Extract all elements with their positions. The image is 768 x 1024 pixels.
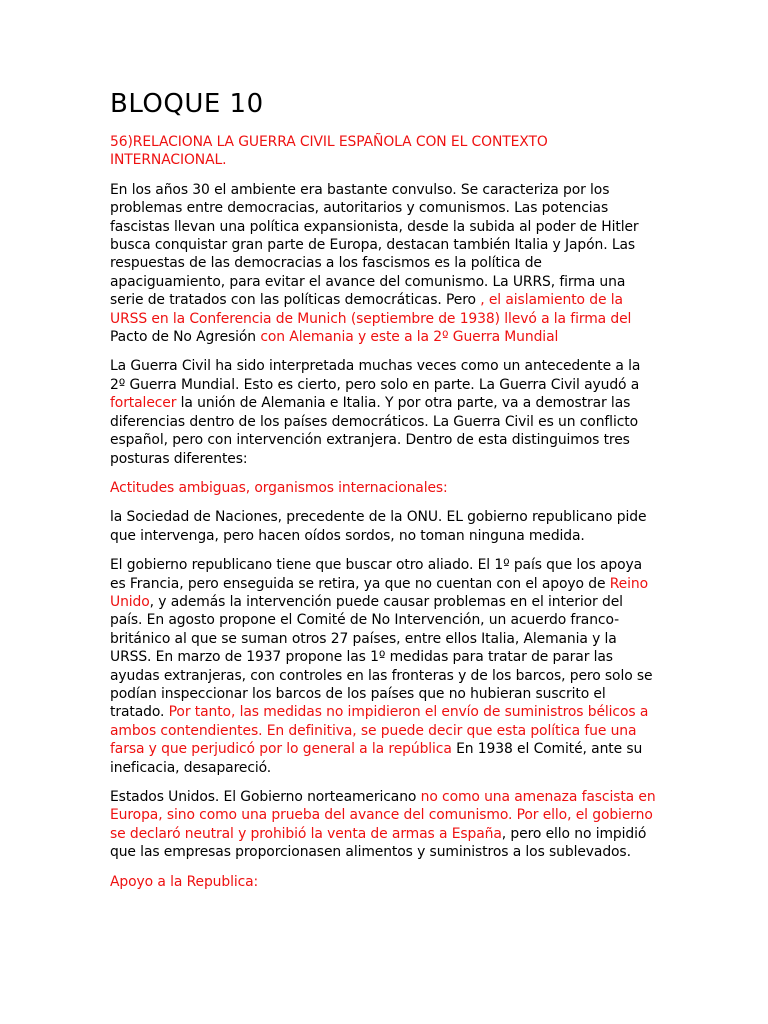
- paragraph-text: El gobierno republicano tiene que buscar otro aliado. El 1º país que los apoya es Francia, pero enseguida se retira, ya que no cuentan con el apoyo de: [110, 557, 643, 592]
- paragraph-text: , y además la intervención puede causar problemas en el interior del país. En agosto propone el Comité de No Intervención, un acuerdo franco-británico al que se suman otros 27 países, entre ellos Italia, Alemania y la URSS. En marzo de 1937 propone las 1º medidas para tratar de parar las ayudas extranjeras, con controles en las fronteras y de los barcos, pero solo se podían inspeccionar los barcos de los países que no hubieran suscrito el tratado.: [110, 593, 653, 721]
- document-page: [110, 86, 658, 902]
- highlight-text: Reino Unido: [110, 575, 648, 610]
- highlight-text: no como una amenaza fascista en Europa, sino como una prueba del avance del comunismo. Por ello, el gobierno se declaró neutral y prohibió la venta de armas a España: [110, 789, 656, 842]
- highlight-text: Por tanto, las medidas no impidieron el envío de suministros bélicos a ambos contendientes. En definitiva, se puede decir que esta política fue una farsa y que perjudicó por lo general a la república: [110, 704, 649, 758]
- paragraph-society-of-nations: la Sociedad de Naciones, precedente de la ONU. EL gobierno republicano pide que intervenga, pero hacen oídos sordos, no toman ninguna medida.: [110, 509, 647, 544]
- highlight-text: fortalecer: [110, 395, 177, 412]
- paragraph-text: Estados Unidos. El Gobierno norteamericano: [110, 789, 421, 805]
- paragraph-context: [110, 181, 658, 347]
- section-heading-ambiguous: Actitudes ambiguas, organismos internacionales:: [110, 479, 448, 496]
- paragraph-non-intervention: [110, 556, 658, 777]
- question-heading: 56)RELACIONA LA GUERRA CIVIL ESPAÑOLA CON EL CONTEXTO INTERNACIONAL.: [110, 134, 548, 169]
- highlight-text: , el aislamiento de la URSS en la Conferencia de Munich (septiembre de 1938) llevó a la firma del: [110, 292, 632, 327]
- paragraph-text: En los años 30 el ambiente era bastante convulso. Se caracteriza por los problemas entre democracias, autoritarios y comunismos. Las potencias fascistas llevan una política expansionista, desde la subida al poder de Hitler busca conquistar gran parte de Europa, destacan también Italia y Japón. Las respuestas de las democracias a los fascismos es la política de apaciguamiento, para evitar el avance del comunismo. La URRS, firma una serie de tratados con las políticas democráticas. Pero: [110, 181, 639, 309]
- paragraph-text: la unión de Alemania e Italia. Y por otra parte, va a demostrar las diferencias dentro de los países democráticos. La Guerra Civil es un conflicto español, pero con intervención extranjera. Dentro de esta distinguimos tres posturas diferentes:: [110, 395, 638, 467]
- paragraph-civil-war: [110, 357, 658, 467]
- paragraph-text: , pero ello no impidió que las empresas proporcionasen alimentos y suministros a los sublevados.: [110, 825, 647, 861]
- paragraph-text: La Guerra Civil ha sido interpretada muchas veces como un antecedente a la 2º Guerra Mundial. Esto es cierto, pero solo en parte. La Guerra Civil ayudó a: [110, 358, 641, 393]
- paragraph-text: Pacto de No Agresión: [110, 329, 261, 346]
- paragraph-text: En 1938 el Comité, ante su ineficacia, desapareció.: [110, 741, 643, 776]
- paragraph-united-states: [110, 788, 658, 862]
- highlight-text: con Alemania y este a la 2º Guerra Mundial: [260, 329, 559, 346]
- document-title: BLOQUE 10: [110, 89, 264, 119]
- section-heading-support-republic: Apoyo a la Republica:: [110, 873, 259, 890]
